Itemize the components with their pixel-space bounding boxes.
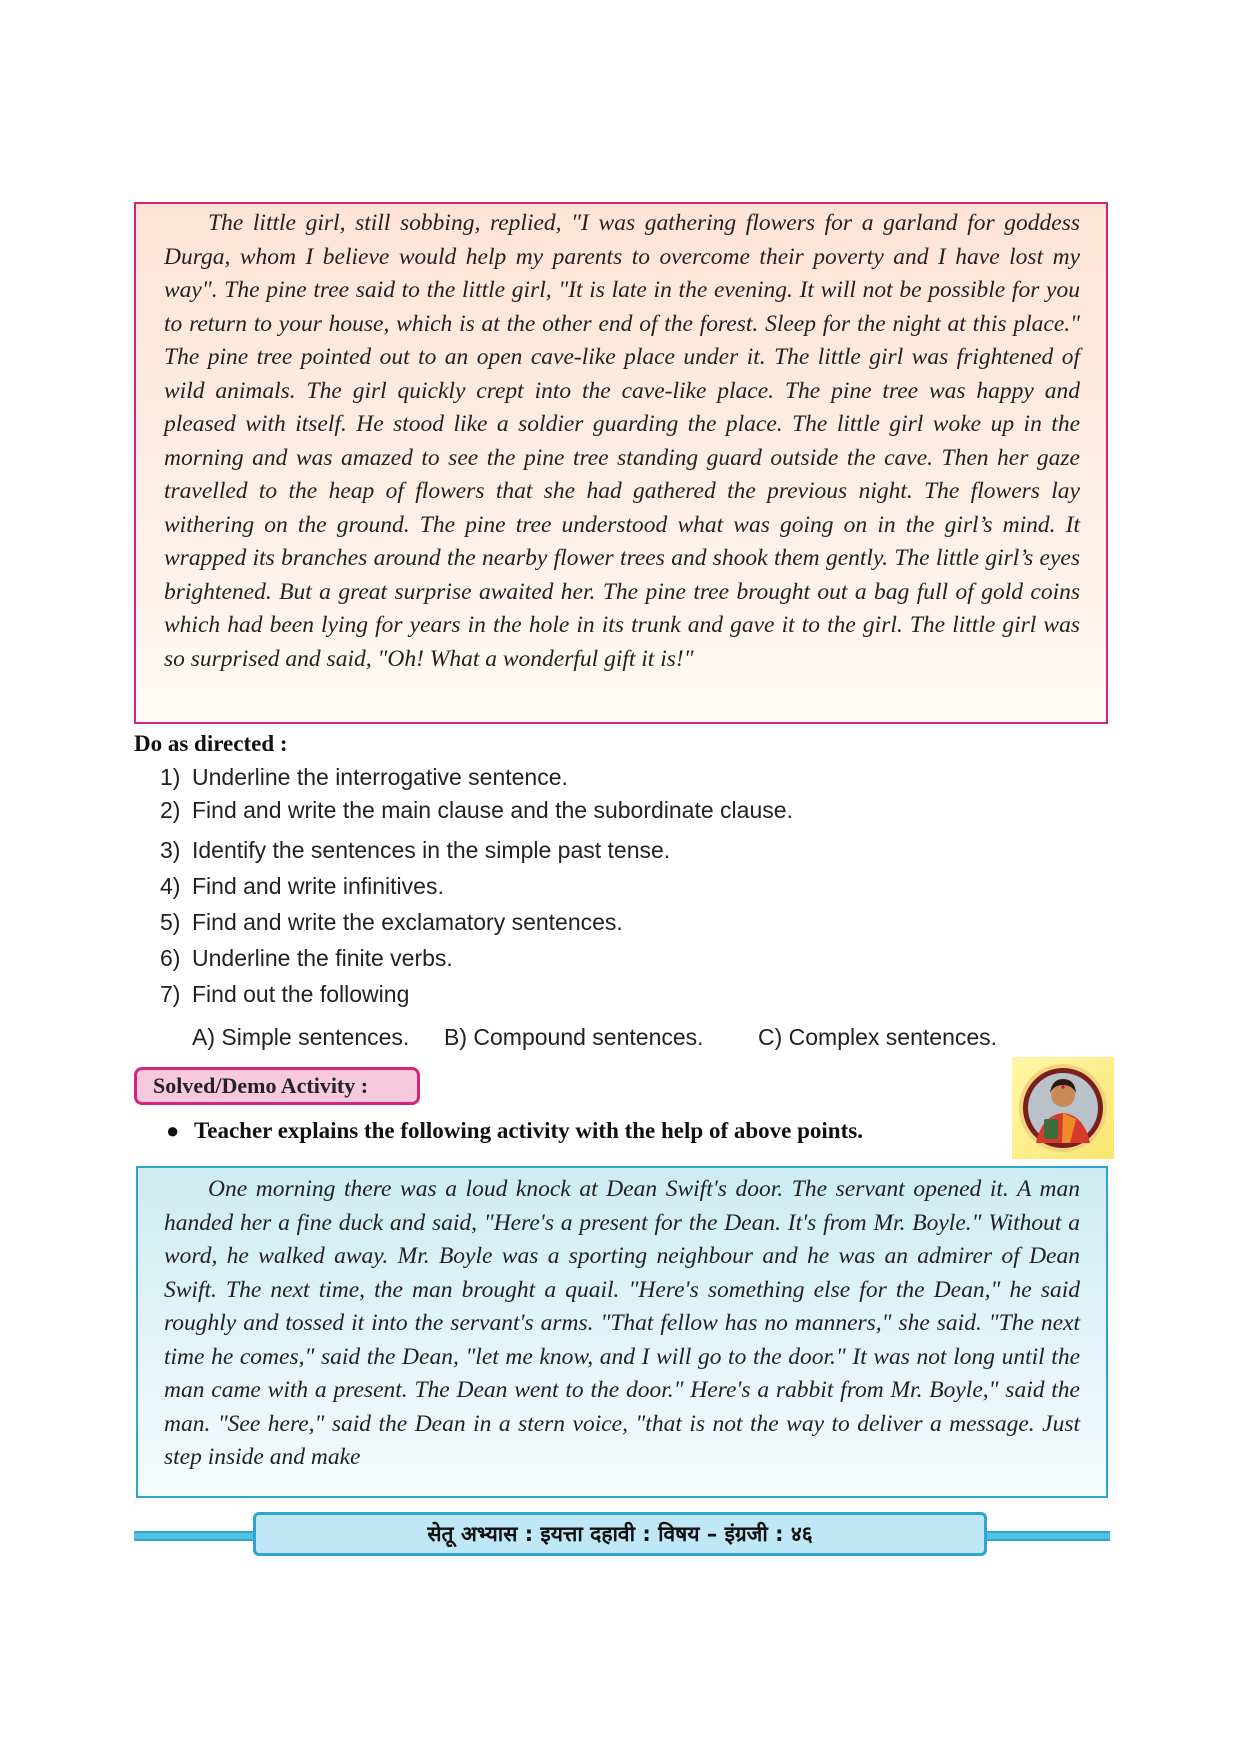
question-number: 7) [160, 981, 181, 1007]
question-item [160, 764, 568, 791]
question-item [160, 981, 409, 1008]
bullet-icon: ● [166, 1118, 180, 1143]
do-as-directed-heading: Do as directed : [134, 731, 288, 756]
question-text: Underline the interrogative sentence. [192, 764, 568, 790]
question-number: 3) [160, 837, 181, 863]
question-text: Find out the following [192, 981, 410, 1007]
question-number: 1) [160, 764, 181, 790]
demo-passage-box [136, 1166, 1108, 1498]
teacher-instruction-text: Teacher explains the following activity with the help of above points. [194, 1118, 863, 1143]
question-text: Identify the sentences in the simple past tense. [192, 837, 671, 863]
teacher-instruction [166, 1118, 863, 1144]
demo-passage-text: One morning there was a loud knock at Dean Swift's door. The servant opened it. A man handed her a fine duck and said, "Here's a present for the Dean. It's from Mr. Boyle." Without a word, he walked away. Mr. Boyle was a sporting neighbour and he was an admirer of Dean Swift. The next time, the man brought a quail. "Here's something else for the Dean," he said roughly and tossed it into the servant's arms. "That fellow has no manners," she said. "The next time he comes," said the Dean, "let me know, and I will go to the door." It was not long until the man came with a present. The Dean went to the door." Here's a rabbit from Mr. Boyle," said the man. "See here," said the Dean in a stern voice, "that is not the way to deliver a message. Just step inside and make [164, 1176, 1080, 1470]
question-number: 4) [160, 873, 181, 899]
question-text: Find and write the exclamatory sentences. [192, 909, 623, 935]
sub-option-simple: A) Simple sentences. [192, 1024, 410, 1050]
question-item [160, 945, 453, 972]
story-passage-box [134, 202, 1108, 724]
teacher-icon [1012, 1057, 1114, 1159]
question-item [160, 873, 444, 900]
question-text: Underline the finite verbs. [192, 945, 453, 971]
question-number: 2) [160, 797, 181, 823]
question-item [160, 837, 670, 864]
sub-option-compound: B) Compound sentences. [444, 1024, 704, 1050]
question-number: 5) [160, 909, 181, 935]
question-text: Find and write infinitives. [192, 873, 444, 899]
story-passage-text: The little girl, still sobbing, replied, "I was gathering flowers for a garland for goddess Durga, whom I believe would help my parents to overcome their poverty and I have lost my way". The pine tree said to the little girl, "It is late in the evening. It will not be possible for you to return to your house, which is at the other end of the forest. Sleep for the night at this place." The pine tree pointed out to an open cave-like place under it. The little girl was frightened of wild animals. The girl quickly crept into the cave-like place. The pine tree was happy and pleased with itself. He stood like a soldier guarding the place. The little girl woke up in the morning and was amazed to see the pine tree standing guard outside the cave. Then her gaze travelled to the heap of flowers that she had gathered the previous night. The flowers lay withering on the ground. The pine tree understood what was going on in the girl’s mind. It wrapped its branches around the nearby flower trees and shook them gently. The little girl’s eyes brightened. But a great surprise awaited her. The pine tree brought out a bag full of gold coins which had been lying for years in the hole in its trunk and gave it to the girl. The little girl was so surprised and said, "Oh! What a wonderful gift it is!" [164, 210, 1080, 672]
solved-demo-activity-label: Solved/Demo Activity : [134, 1067, 420, 1105]
teacher-illustration [1012, 1057, 1114, 1159]
sub-option-complex: C) Complex sentences. [758, 1024, 998, 1050]
footer-page-label: सेतू अभ्यास : इयत्ता दहावी : विषय – इंग्रजी : ४६ [253, 1512, 987, 1556]
question-item [160, 797, 793, 824]
question-text: Find and write the main clause and the subordinate clause. [192, 797, 793, 823]
question-number: 6) [160, 945, 181, 971]
question-item [160, 909, 623, 936]
